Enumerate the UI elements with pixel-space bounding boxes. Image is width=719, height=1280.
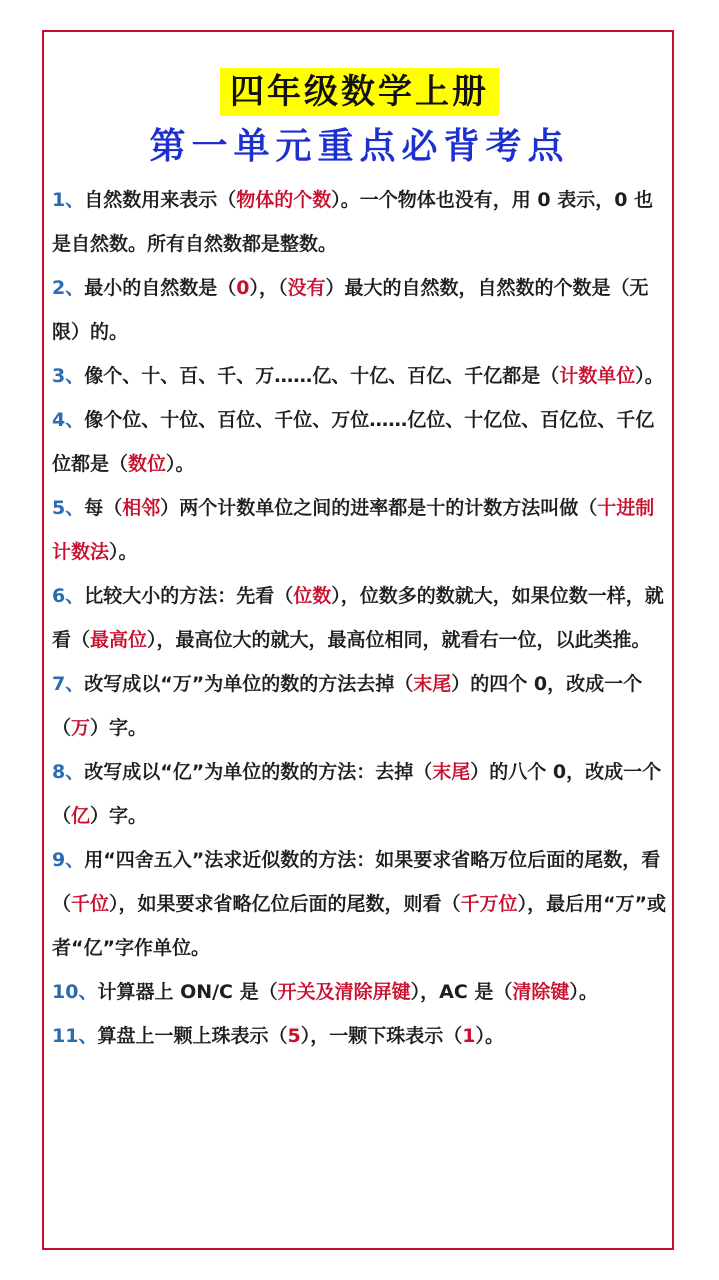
point-text: ），一颗下珠表示（ — [300, 1025, 463, 1047]
point-text: 改写成以“万”为单位的数的方法去掉（ — [84, 673, 414, 695]
point-text: ），位数多的数就大，如果位数一样，就看（ — [52, 585, 664, 651]
point-text: 算盘上一颗上珠表示（ — [97, 1025, 288, 1047]
answer-text: 十进制计数法 — [52, 497, 655, 563]
point-text: ）最大的自然数，自然数的个数是（无限）的。 — [52, 277, 649, 343]
page-subtitle: 第一单元重点必背考点 — [149, 125, 570, 167]
answer-text: 1 — [462, 1025, 476, 1047]
point-text: ）。一个物体也没有，用 0 表示，0 也是自然数。所有自然数都是整数。 — [52, 189, 654, 255]
point-7 — [52, 662, 672, 750]
answer-text: 万 — [71, 717, 91, 739]
answer-text: 数位 — [128, 453, 167, 475]
answer-text: 最高位 — [90, 629, 148, 651]
point-number: 8、 — [52, 761, 85, 783]
point-text: 计算器上 ON/C 是（ — [97, 981, 278, 1003]
point-number: 6、 — [52, 585, 85, 607]
answer-text: 千位 — [71, 893, 110, 915]
point-text: 改写成以“亿”为单位的数的方法：去掉（ — [84, 761, 433, 783]
point-number: 5、 — [52, 497, 85, 519]
point-number: 10、 — [52, 981, 98, 1003]
point-1 — [52, 178, 672, 266]
answer-text: 5 — [287, 1025, 301, 1047]
point-10 — [52, 970, 672, 1014]
point-text: ）。 — [109, 541, 138, 563]
point-number: 4、 — [52, 409, 85, 431]
point-text: ），AC 是（ — [410, 981, 513, 1003]
point-number: 1、 — [52, 189, 85, 211]
answer-text: 末尾 — [413, 673, 452, 695]
point-text: ），最高位大的就大，最高位相同，就看右一位，以此类推。 — [147, 629, 651, 651]
point-4 — [52, 398, 672, 486]
point-text: 像个、十、百、千、万……亿、十亿、百亿、千亿都是（ — [84, 365, 560, 387]
answer-text: 计数单位 — [559, 365, 636, 387]
answer-text: 位数 — [293, 585, 332, 607]
point-text: 像个位、十位、百位、千位、万位……亿位、十亿位、百亿位、千亿位都是（ — [52, 409, 655, 475]
point-number: 7、 — [52, 673, 85, 695]
point-text: ），最后用“万”或者“亿”字作单位。 — [52, 893, 667, 959]
answer-text: 清除键 — [512, 981, 570, 1003]
answer-text: 开关及清除屏键 — [277, 981, 411, 1003]
point-3 — [52, 354, 672, 398]
point-text: ）两个计数单位之间的进率都是十的计数方法叫做（ — [160, 497, 598, 519]
point-text: ）字。 — [90, 805, 148, 827]
point-6 — [52, 574, 672, 662]
point-11 — [52, 1014, 672, 1058]
point-text: 最小的自然数是（ — [84, 277, 237, 299]
key-points-list — [52, 178, 672, 1058]
title-container — [0, 68, 719, 116]
point-text: ）。 — [569, 981, 598, 1003]
point-text: ）字。 — [90, 717, 148, 739]
point-number: 2、 — [52, 277, 85, 299]
page-title: 四年级数学上册 — [220, 68, 499, 116]
point-text: ）。 — [475, 1025, 504, 1047]
point-text: ），如果要求省略亿位后面的尾数，则看（ — [109, 893, 461, 915]
answer-text: 千万位 — [460, 893, 518, 915]
point-number: 9、 — [52, 849, 85, 871]
point-text: 每（ — [84, 497, 123, 519]
point-text: 用“四舍五入”法求近似数的方法：如果要求省略万位后面的尾数，看（ — [52, 849, 661, 915]
answer-text: 亿 — [71, 805, 91, 827]
point-text: ）。 — [635, 365, 664, 387]
answer-text: 相邻 — [122, 497, 161, 519]
point-text: ）。 — [166, 453, 195, 475]
point-9 — [52, 838, 672, 970]
point-text: 自然数用来表示（ — [84, 189, 237, 211]
point-5 — [52, 486, 672, 574]
answer-text: 物体的个数 — [236, 189, 332, 211]
point-2 — [52, 266, 672, 354]
point-number: 11、 — [52, 1025, 98, 1047]
point-text: ）的四个 0，改成一个（ — [52, 673, 643, 739]
point-text: ）的八个 0，改成一个（ — [52, 761, 662, 827]
answer-text: 没有 — [287, 277, 326, 299]
point-text: ），（ — [249, 277, 288, 299]
point-text: 比较大小的方法：先看（ — [84, 585, 294, 607]
point-number: 3、 — [52, 365, 85, 387]
point-8 — [52, 750, 672, 838]
answer-text: 0 — [236, 277, 250, 299]
answer-text: 末尾 — [432, 761, 471, 783]
